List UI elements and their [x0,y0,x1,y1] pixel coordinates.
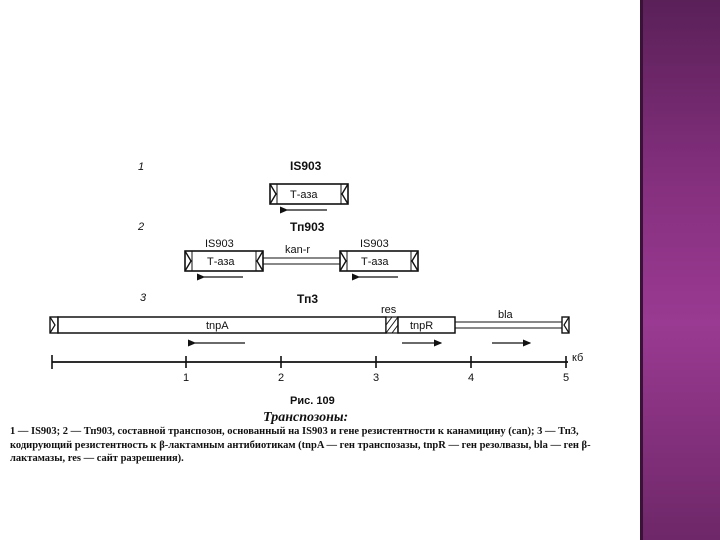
row2-kan-segment [263,258,340,264]
figure-caption: 1 — IS903; 2 — Тп903, составной транспозон, основанный на IS903 и гене резистентности к канамицину (can); 3 — Тп3, кодирующий резистентность к β-лактамным антибиотикам (tnpA — ген транспозазы, tnpR — ген резолвазы, bla — ген β-лактамазы, res — сайт разрешения). [10,426,591,464]
scale-tick-1: 1 [183,372,190,384]
row1-number: 1 [138,161,145,173]
row2-left-tase-label: Т-аза [207,256,235,268]
row2-kan-label: kan-r [285,244,311,256]
row3-bla-label: bla [498,309,513,321]
scale-tick-5: 5 [563,372,570,384]
scale-tick-2: 2 [278,372,285,384]
row3-res-label: res [381,304,397,316]
decorative-sidebar [640,0,720,540]
row2-right-is-label: IS903 [360,238,389,250]
row3-title: Тп3 [297,292,319,306]
figure-title: Транспозоны: [263,410,349,425]
row3-number: 3 [140,292,147,304]
scale-tick-3: 3 [373,372,380,384]
figure-label: Рис. 109 [290,395,335,407]
row3-tnpR-label: tnpR [410,320,434,332]
row3-tn3-element [50,317,569,333]
sidebar-edge [640,0,643,540]
row3-tnpA-label: tnpA [206,320,229,332]
scale-tick-4: 4 [468,372,475,384]
scale-unit-label: кб [572,352,584,364]
row2-title: Тп903 [290,220,325,234]
row2-right-tase-label: Т-аза [361,256,389,268]
row1-tase-label: Т-аза [290,189,318,201]
row2-number: 2 [138,221,145,233]
row1-title: IS903 [290,159,322,173]
row2-left-is-label: IS903 [205,238,234,250]
scale-bar [52,355,568,369]
